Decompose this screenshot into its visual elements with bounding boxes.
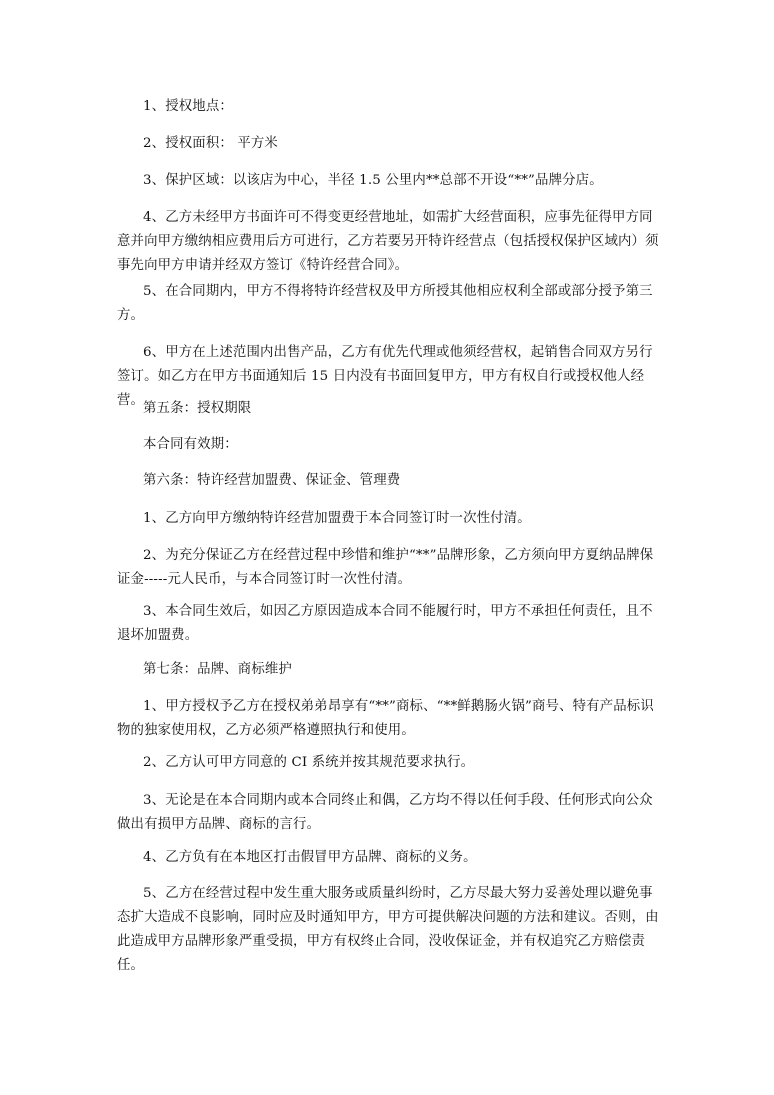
paragraph-12: 3、无论是在本合同期内或本合同终止和偶，乙方均不得以任何手段、任何形式向公众做出有损甲方品牌、商标的言行。 (117, 793, 653, 832)
paragraph-13: 4、乙方负有在本地区打击假冒甲方品牌、商标的义务。 (143, 850, 477, 865)
section-heading-6: 第六条：特许经营加盟费、保证金、管理费 (143, 473, 401, 488)
paragraph-validity: 本合同有效期： (143, 437, 238, 452)
section-heading-5: 第五条：授权期限 (143, 401, 252, 416)
paragraph-1: 1、授权地点： (143, 99, 233, 114)
section-heading-7: 第七条：品牌、商标维护 (143, 662, 292, 677)
paragraph-9: 3、本合同生效后，如因乙方原因造成本合同不能履行时，甲方不承担任何责任，且不退坏加盟费。 (117, 604, 653, 643)
paragraph-11: 2、乙方认可甲方同意的 CI 系统并按其规范要求执行。 (143, 755, 475, 770)
paragraph-6: 6、甲方在上述范围内出售产品，乙方有优先代理或他须经营权，起销售合同双方另行签订。如乙方在甲方书面通知后 15 日内没有书面回复甲方，甲方有权自行或授权他人经营。 (117, 345, 653, 408)
paragraph-10: 1、甲方授权予乙方在授权弟弟昂享有“**”商标、“**鲜鹅肠火锅”商号、特有产品标识物的独家使用权，乙方必须严格遵照执行和使用。 (117, 699, 654, 738)
paragraph-7: 1、乙方向甲方缴纳特许经营加盟费于本合同签订时一次性付清。 (143, 511, 531, 526)
paragraph-14: 5、乙方在经营过程中发生重大服务或质量纠纷时，乙方尽最大努力妥善处理以避免事态扩大造成不良影响，同时应及时通知甲方，甲方可提供解决问题的方法和建议。否则，由此造成甲方品牌形象严重受损，甲方有权终止合同，没收保证金，并有权追究乙方赔偿责任。 (117, 886, 659, 973)
paragraph-8: 2、为充分保证乙方在经营过程中珍惜和维护“**”品牌形象，乙方须向甲方夏纳品牌保证金-----元人民币，与本合同签订时一次性付清。 (117, 548, 654, 587)
paragraph-3: 3、保护区域：以该店为中心，半径 1.5 公里内**总部不开设“**”品牌分店。 (143, 173, 603, 188)
paragraph-4: 4、乙方未经甲方书面许可不得变更经营地址，如需扩大经营面积，应事先征得甲方同意并向甲方缴纳相应费用后方可进行，乙方若要另开特许经营点（包括授权保护区域内）须事先向甲方申请并经双方签订《特许经营合同》。 (117, 210, 659, 273)
paragraph-5: 5、在合同期内，甲方不得将特许经营权及甲方所授其他相应权利全部或部分授予第三方。 (117, 284, 653, 323)
paragraph-2: 2、授权面积： 平方米 (143, 136, 278, 151)
